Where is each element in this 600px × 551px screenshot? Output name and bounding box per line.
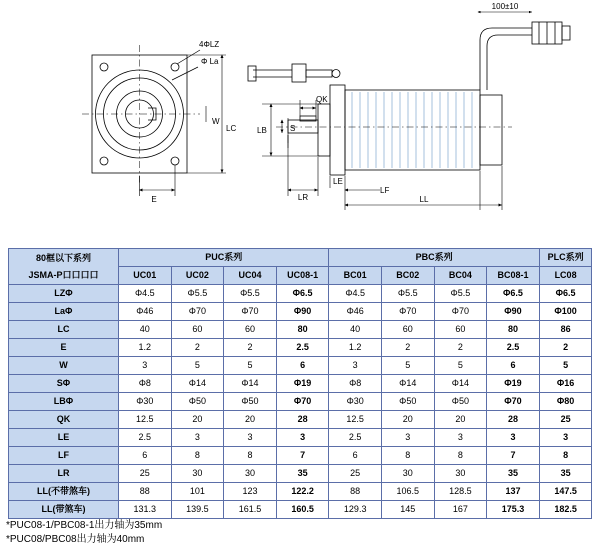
cell-r9-c5: 8 [381,447,434,465]
row-label: LF [9,447,119,465]
table-row [9,465,592,483]
cell-r4-c8: 5 [539,357,592,375]
cell-r11-c2: 123 [224,483,277,501]
cell-r4-c5: 5 [381,357,434,375]
cell-r8-c2: 3 [224,429,277,447]
table-corner-header [9,249,119,285]
cell-r5-c1: Φ14 [171,375,224,393]
cell-r3-c2: 2 [224,339,277,357]
cell-r0-c2: Φ5.5 [224,285,277,303]
label-4-phi-lz: 4ΦLZ [199,40,220,49]
footnote-1: *PUC08-1/PBC08-1出力轴为35mm [6,520,163,531]
cell-r10-c0: 25 [119,465,172,483]
cell-r2-c4: 40 [329,321,382,339]
cell-r8-c6: 3 [434,429,487,447]
cell-r10-c1: 30 [171,465,224,483]
label-cable-length: 100±10 [491,2,519,11]
cell-r9-c3: 7 [276,447,329,465]
cell-r6-c5: Φ50 [381,393,434,411]
specification-table [8,248,592,519]
cell-r6-c1: Φ50 [171,393,224,411]
cell-r0-c0: Φ4.5 [119,285,172,303]
cell-r4-c3: 6 [276,357,329,375]
cell-r12-c6: 167 [434,501,487,519]
cell-r3-c5: 2 [381,339,434,357]
cell-r2-c2: 60 [224,321,277,339]
cell-r0-c4: Φ4.5 [329,285,382,303]
cell-r6-c3: Φ70 [276,393,329,411]
col-bc01: BC01 [329,267,382,285]
col-bc02: BC02 [381,267,434,285]
cell-r2-c3: 80 [276,321,329,339]
cell-r7-c1: 20 [171,411,224,429]
label-lc: LC [226,124,237,133]
specification-table-wrapper [8,248,592,519]
row-label: W [9,357,119,375]
cell-r2-c8: 86 [539,321,592,339]
cell-r11-c0: 88 [119,483,172,501]
cell-r3-c8: 2 [539,339,592,357]
table-row [9,483,592,501]
cell-r8-c8: 3 [539,429,592,447]
cell-r4-c7: 6 [487,357,540,375]
cell-r4-c1: 5 [171,357,224,375]
cell-r6-c6: Φ50 [434,393,487,411]
cell-r1-c2: Φ70 [224,303,277,321]
group-header-pbc: PBC系列 [329,249,539,267]
label-lf: LF [380,186,390,195]
cell-r2-c0: 40 [119,321,172,339]
cell-r10-c3: 35 [276,465,329,483]
cell-r0-c8: Φ6.5 [539,285,592,303]
cell-r0-c7: Φ6.5 [487,285,540,303]
table-row [9,429,592,447]
cell-r12-c2: 161.5 [224,501,277,519]
cell-r3-c4: 1.2 [329,339,382,357]
label-qk: QK [316,95,328,104]
cell-r1-c1: Φ70 [171,303,224,321]
cell-r11-c5: 106.5 [381,483,434,501]
cell-r7-c8: 25 [539,411,592,429]
cell-r12-c5: 145 [381,501,434,519]
cell-r12-c3: 160.5 [276,501,329,519]
row-label: LBΦ [9,393,119,411]
label-ll: LL [419,195,429,204]
col-uc08-1: UC08-1 [276,267,329,285]
corner-line-2: JSMA-P口口口口 [28,269,99,280]
row-label: LL(带煞车) [9,501,119,519]
cell-r7-c6: 20 [434,411,487,429]
cell-r5-c0: Φ8 [119,375,172,393]
row-label: E [9,339,119,357]
label-w: W [212,117,220,126]
cell-r8-c1: 3 [171,429,224,447]
row-label: LaΦ [9,303,119,321]
cell-r10-c5: 30 [381,465,434,483]
cell-r7-c5: 20 [381,411,434,429]
cell-r11-c8: 147.5 [539,483,592,501]
cell-r5-c2: Φ14 [224,375,277,393]
cell-r12-c8: 182.5 [539,501,592,519]
cell-r11-c3: 122.2 [276,483,329,501]
cell-r0-c5: Φ5.5 [381,285,434,303]
row-label: QK [9,411,119,429]
cell-r7-c7: 28 [487,411,540,429]
col-uc01: UC01 [119,267,172,285]
cell-r7-c2: 20 [224,411,277,429]
cell-r3-c7: 2.5 [487,339,540,357]
cell-r2-c6: 60 [434,321,487,339]
motor-dimension-drawing [0,0,600,230]
cell-r3-c1: 2 [171,339,224,357]
label-lb: LB [257,126,267,135]
cell-r4-c2: 5 [224,357,277,375]
cell-r3-c6: 2 [434,339,487,357]
group-header-plc: PLC系列 [539,249,592,267]
col-uc02: UC02 [171,267,224,285]
cell-r12-c7: 175.3 [487,501,540,519]
cell-r0-c6: Φ5.5 [434,285,487,303]
cell-r10-c7: 35 [487,465,540,483]
table-row [9,411,592,429]
cell-r6-c2: Φ50 [224,393,277,411]
table-body [9,285,592,519]
cell-r11-c6: 128.5 [434,483,487,501]
cell-r8-c0: 2.5 [119,429,172,447]
cell-r8-c4: 2.5 [329,429,382,447]
cell-r7-c4: 12.5 [329,411,382,429]
cell-r1-c6: Φ70 [434,303,487,321]
cell-r5-c4: Φ8 [329,375,382,393]
cell-r7-c0: 12.5 [119,411,172,429]
corner-line-1: 80框以下系列 [35,252,91,263]
cell-r11-c1: 101 [171,483,224,501]
cell-r5-c3: Φ19 [276,375,329,393]
cell-r8-c5: 3 [381,429,434,447]
cell-r10-c2: 30 [224,465,277,483]
table-row [9,285,592,303]
row-label: LZΦ [9,285,119,303]
table-row [9,303,592,321]
cell-r5-c7: Φ19 [487,375,540,393]
col-bc08-1: BC08-1 [487,267,540,285]
table-row [9,339,592,357]
col-lc08: LC08 [539,267,592,285]
footnote-2: *PUC08/PBC08出力轴为40mm [6,534,145,545]
cell-r3-c0: 1.2 [119,339,172,357]
table-row [9,447,592,465]
cell-r1-c0: Φ46 [119,303,172,321]
row-label: SΦ [9,375,119,393]
cell-r10-c6: 30 [434,465,487,483]
cell-r9-c8: 8 [539,447,592,465]
cell-r9-c7: 7 [487,447,540,465]
cell-r5-c8: Φ16 [539,375,592,393]
table-row [9,375,592,393]
cell-r2-c7: 80 [487,321,540,339]
cell-r1-c4: Φ46 [329,303,382,321]
cell-r1-c8: Φ100 [539,303,592,321]
row-label: LC [9,321,119,339]
cell-r12-c1: 139.5 [171,501,224,519]
cell-r6-c0: Φ30 [119,393,172,411]
cell-r5-c5: Φ14 [381,375,434,393]
cell-r8-c7: 3 [487,429,540,447]
cell-r6-c4: Φ30 [329,393,382,411]
cell-r10-c8: 35 [539,465,592,483]
cell-r2-c5: 60 [381,321,434,339]
table-row [9,357,592,375]
cell-r11-c4: 88 [329,483,382,501]
cell-r9-c4: 6 [329,447,382,465]
cell-r10-c4: 25 [329,465,382,483]
cell-r9-c1: 8 [171,447,224,465]
row-label: LR [9,465,119,483]
cell-r8-c3: 3 [276,429,329,447]
cell-r4-c4: 3 [329,357,382,375]
row-label: LL(不带煞车) [9,483,119,501]
table-row [9,501,592,519]
cell-r5-c6: Φ14 [434,375,487,393]
group-header-puc: PUC系列 [119,249,329,267]
cell-r0-c1: Φ5.5 [171,285,224,303]
col-uc04: UC04 [224,267,277,285]
cell-r9-c0: 6 [119,447,172,465]
cell-r9-c6: 8 [434,447,487,465]
footnotes [6,519,162,547]
cell-r7-c3: 28 [276,411,329,429]
cell-r6-c8: Φ80 [539,393,592,411]
label-lr: LR [297,193,309,202]
label-s: S [290,124,296,133]
cell-r1-c3: Φ90 [276,303,329,321]
label-e: E [151,195,157,204]
cell-r4-c6: 5 [434,357,487,375]
label-le: LE [333,177,343,186]
cell-r9-c2: 8 [224,447,277,465]
cell-r0-c3: Φ6.5 [276,285,329,303]
cell-r2-c1: 60 [171,321,224,339]
table-row [9,393,592,411]
col-bc04: BC04 [434,267,487,285]
cell-r12-c4: 129.3 [329,501,382,519]
cell-r4-c0: 3 [119,357,172,375]
cell-r1-c5: Φ70 [381,303,434,321]
table-row [9,321,592,339]
cell-r3-c3: 2.5 [276,339,329,357]
table-group-header-row [9,249,592,267]
cell-r6-c7: Φ70 [487,393,540,411]
cell-r1-c7: Φ90 [487,303,540,321]
row-label: LE [9,429,119,447]
cell-r12-c0: 131.3 [119,501,172,519]
cell-r11-c7: 137 [487,483,540,501]
label-phi-la: Φ La [201,57,219,66]
